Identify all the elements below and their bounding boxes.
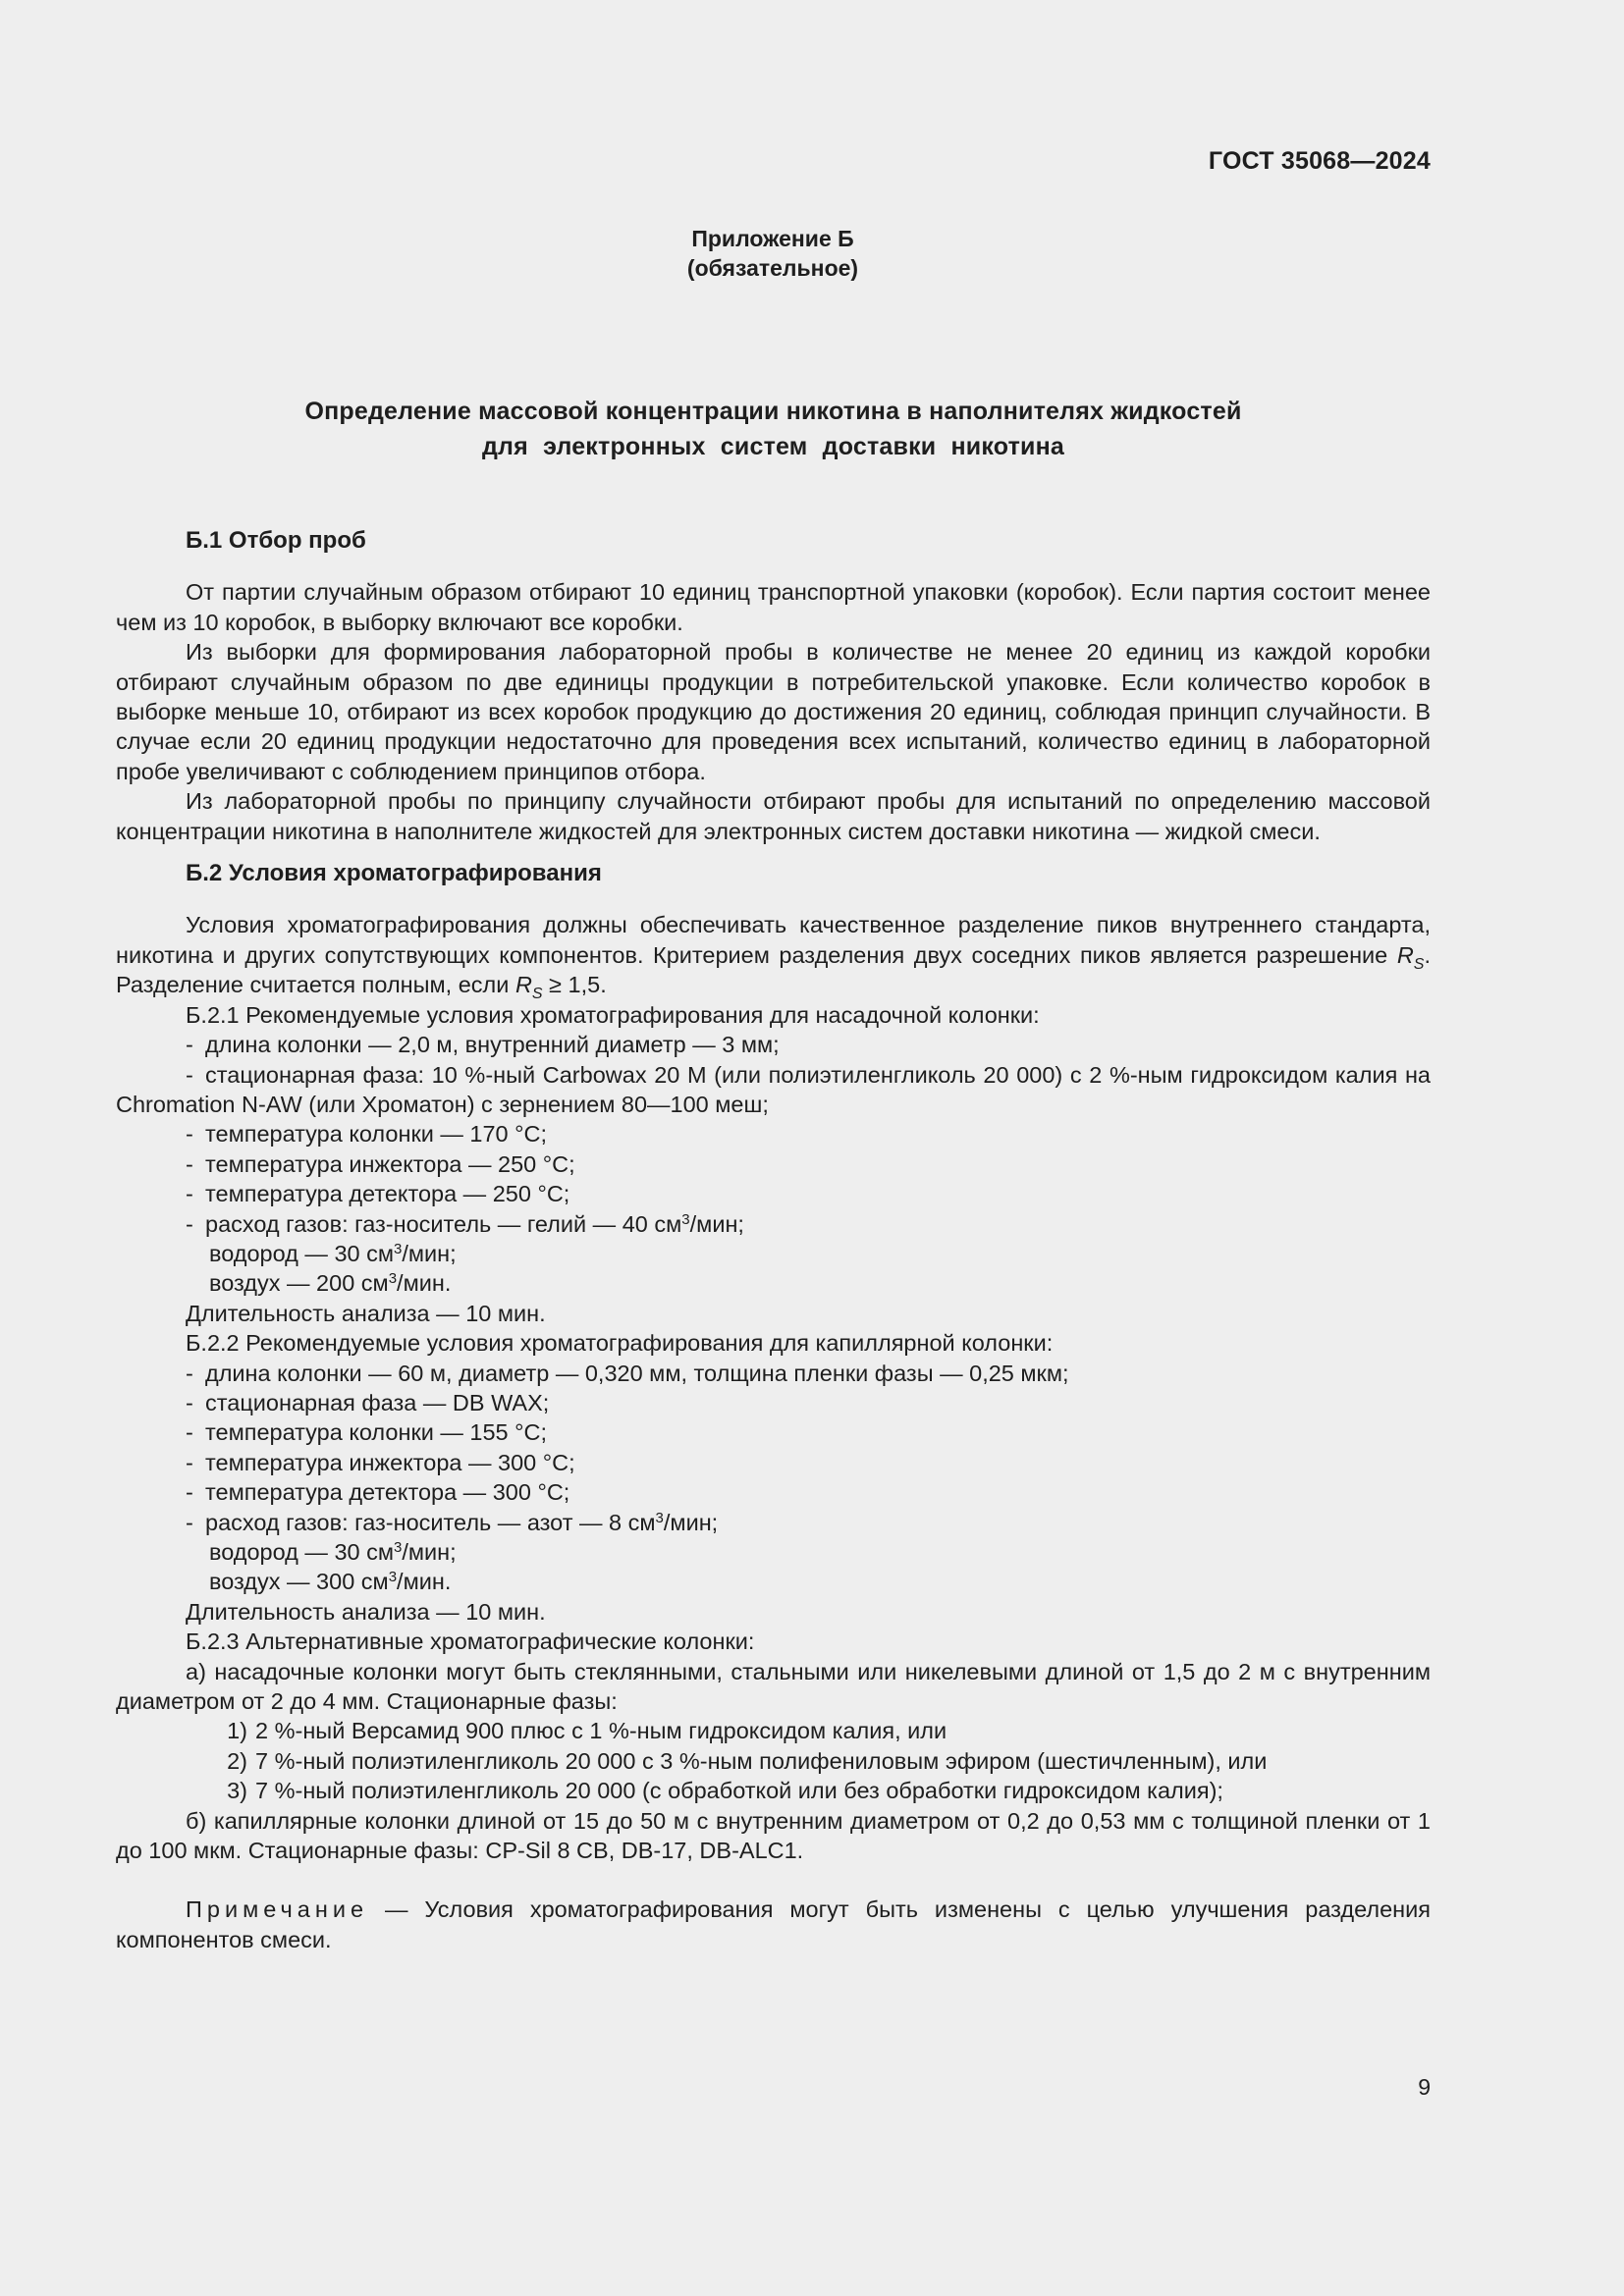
note-label: Примечание bbox=[186, 1896, 369, 1923]
list-subitem: воздух — 300 $см^3$/мин. bbox=[209, 1569, 452, 1595]
list-item: - температура колонки — 155 °С; bbox=[186, 1419, 548, 1446]
analysis-duration: Длительность анализа — 10 мин. bbox=[186, 1598, 546, 1625]
annex-title bbox=[116, 394, 1431, 464]
note-paragraph bbox=[116, 1895, 1431, 1954]
alternative-columns-item-a: а) насадочные колонки могут быть стеклянными, стальными или никелевыми длиной от 1,5 до 2 м с внутренним диаметром от 2 до 4 мм. Стационарные фазы: bbox=[116, 1658, 1431, 1715]
note-text: — Условия хроматографирования могут быть изменены с целью улучшения разделения компонентов смеси. bbox=[116, 1896, 1431, 1952]
section-b2-heading: Б.2 Условия хроматографирования bbox=[186, 860, 602, 887]
list-item: - температура детектора — 300 °С; bbox=[186, 1479, 570, 1506]
section-b1-paragraph-2: Из выборки для формирования лабораторной пробы в количестве не менее 20 единиц из каждой коробки отбирают случайным образом по две единицы продукции в потребительской упаковке. Если количество коробок в выборке меньше 10, отбирают из всех коробок продукцию до достижения 20 единиц, соблюдая принцип случайности. В случае если 20 единиц продукции недостаточно для проведения всех испытаний, количество единиц в лабораторной пробе увеличивают с соблюдением принципов отбора. bbox=[116, 639, 1431, 784]
list-item: - длина колонки — 2,0 м, внутренний диаметр — 3 мм; bbox=[186, 1032, 780, 1058]
document-body bbox=[116, 526, 1431, 1954]
list-item: - температура инжектора — 300 °С; bbox=[186, 1449, 575, 1475]
document-code: ГОСТ 35068—2024 bbox=[1208, 147, 1431, 175]
list-subitem: воздух — 200 $см^3$/мин. bbox=[209, 1270, 452, 1297]
alternative-columns-item-b: б) капиллярные колонки длиной от 15 до 50 м с внутренним диаметром от 0,2 до 0,53 мм с толщиной пленки от 1 до 100 мкм. Стационарные фазы: CP-Sil 8 CB, DB-17, DB-ALC1. bbox=[116, 1807, 1431, 1864]
page-number: 9 bbox=[1418, 2074, 1431, 2100]
title-line-1: Определение массовой концентрации никотина в наполнителях жидкостей bbox=[304, 398, 1242, 425]
subsection-b22-heading: Б.2.2 Рекомендуемые условия хроматографирования для капиллярной колонки: bbox=[186, 1330, 1054, 1357]
subsection-b21-heading: Б.2.1 Рекомендуемые условия хроматографирования для насадочной колонки: bbox=[186, 1001, 1040, 1028]
annex-status: (обязательное) bbox=[686, 255, 859, 281]
section-b1-paragraph-3: Из лабораторной пробы по принципу случайности отбирают пробы для испытаний по определению массовой концентрации никотина в наполнителе жидкостей для электронных систем доставки никотина — жидкой смеси. bbox=[116, 788, 1431, 844]
resolution-symbol: $R_S$ bbox=[1396, 941, 1425, 973]
section-b1-paragraph-1: От партии случайным образом отбирают 10 единиц транспортной упаковки (коробок). Если партия состоит менее чем из 10 коробок, в выборку включают все коробки. bbox=[116, 579, 1431, 635]
list-item: - температура детектора — 250 °С; bbox=[186, 1181, 570, 1207]
list-item: - расход газов: газ-носитель — гелий — 40 $см^3$/мин; bbox=[186, 1210, 744, 1237]
subsection-b23-heading: Б.2.3 Альтернативные хроматографические колонки: bbox=[186, 1629, 755, 1655]
analysis-duration: Длительность анализа — 10 мин. bbox=[186, 1300, 546, 1326]
list-item: - стационарная фаза: 10 %-ный Carbowax 20 M (или полиэтиленгликоль 20 000) с 2 %-ным гидроксидом калия на Chromation N-AW (или Хроматон) с зернением 80—100 меш; bbox=[116, 1061, 1431, 1117]
list-item: - температура инжектора — 250 °С; bbox=[186, 1150, 575, 1177]
list-item: - расход газов: газ-носитель — азот — 8 $см^3$/мин; bbox=[186, 1509, 719, 1535]
list-item: - температура колонки — 170 °С; bbox=[186, 1121, 548, 1148]
list-item: - стационарная фаза — DB WAX; bbox=[186, 1389, 550, 1415]
annex-heading bbox=[0, 224, 1545, 283]
title-line-2: для электронных систем доставки никотина bbox=[481, 433, 1065, 460]
list-subitem: водород — 30 $см^3$/мин; bbox=[209, 1240, 457, 1266]
resolution-symbol: $R_S$ bbox=[514, 972, 543, 1003]
section-b2-paragraph-1: Условия хроматографирования должны обеспечивать качественное разделение пиков внутреннего стандарта, никотина и других сопутствующих компонентов. Критерием разделения двух соседних пиков является разрешение $R_S$. Разделение считается полным, если $R_S \ge 1,5$. bbox=[116, 912, 1431, 1003]
numbered-item: 1) 2 %-ный Версамид 900 плюс с 1 %-ным гидроксидом калия, или bbox=[227, 1718, 947, 1744]
list-subitem: водород — 30 $см^3$/мин; bbox=[209, 1539, 457, 1565]
list-item: - длина колонки — 60 м, диаметр — 0,320 мм, толщина пленки фазы — 0,25 мкм; bbox=[186, 1360, 1069, 1386]
numbered-item: 3) 7 %-ный полиэтиленгликоль 20 000 (с обработкой или без обработки гидроксидом калия); bbox=[227, 1778, 1223, 1804]
annex-label: Приложение Б bbox=[691, 226, 854, 251]
section-b1-heading: Б.1 Отбор проб bbox=[186, 527, 366, 554]
numbered-item: 2) 7 %-ный полиэтиленгликоль 20 000 с 3 %-ным полифениловым эфиром (шестичленным), или bbox=[227, 1747, 1268, 1774]
